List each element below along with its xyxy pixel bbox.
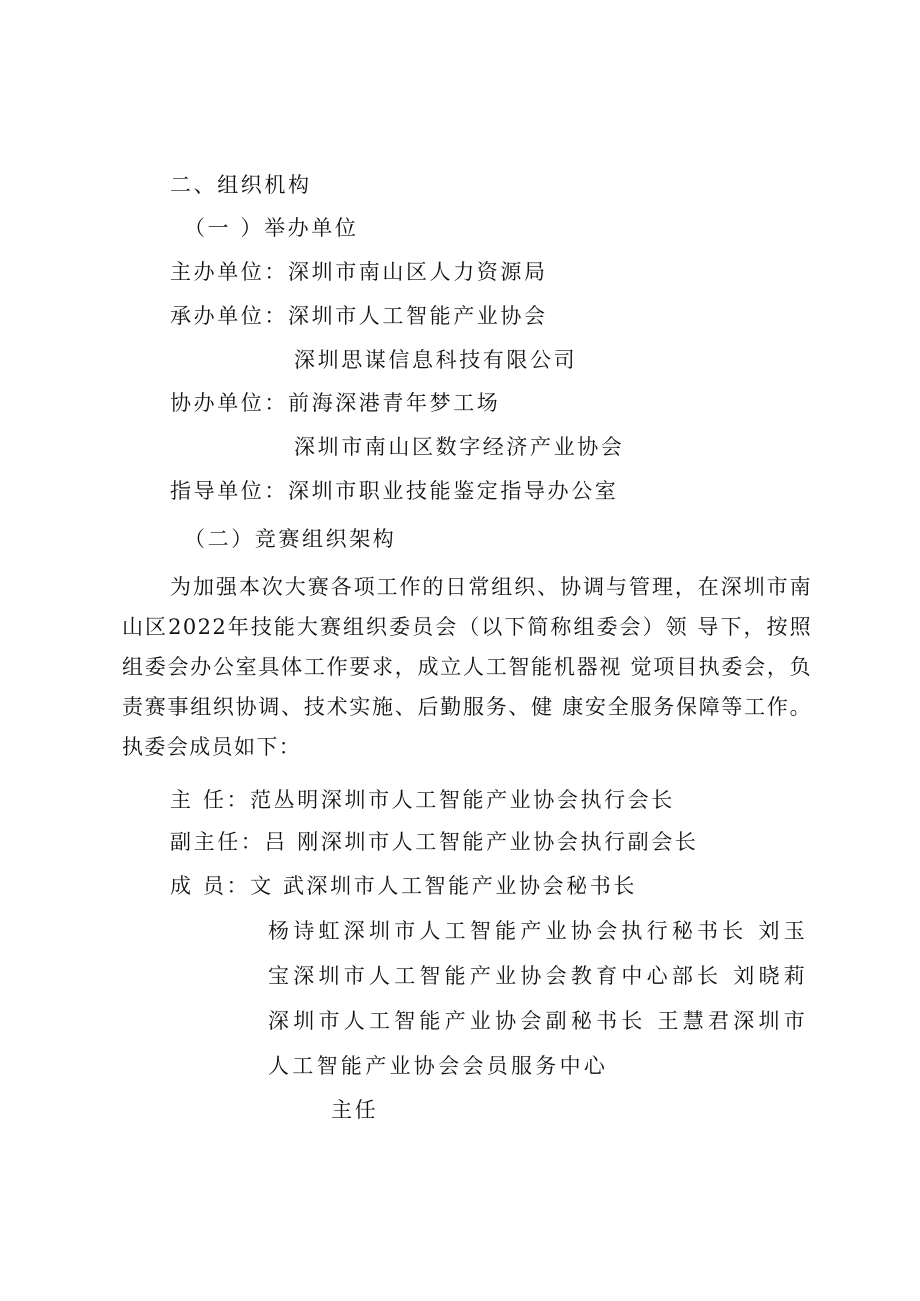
director-row [170,786,675,814]
guidance-row [170,477,618,505]
host-row [170,258,548,286]
guidance-label: 指导单位： [170,479,288,503]
director-value: 范丛明深圳市人工智能产业协会执行会长 [250,788,675,812]
host-label: 主办单位： [170,260,288,284]
undertaker-label: 承办单位： [170,304,288,328]
co-organizer-label: 协办单位： [170,391,288,415]
undertaker-row [170,302,548,330]
director-label: 主 任： [170,788,251,812]
undertaker-value-2: 深圳思谋信息科技有限公司 [294,348,578,372]
host-value: 深圳市南山区人力资源局 [288,260,548,284]
deputy-row [170,828,698,856]
members-label: 成 员： [170,874,251,898]
members-row [170,872,637,900]
members-list: 杨诗虹深圳市人工智能产业协会执行秘书长 刘玉宝深圳市人工智能产业协会教育中心部长 刘晓莉深圳市人工智能产业协会副秘书长 王慧君深圳市人工智能产业协会会员服务中心 [268,919,808,1078]
undertaker-value: 深圳市人工智能产业协会 [288,304,548,328]
deputy-label: 副主任： [170,830,265,854]
co-organizer-value-2: 深圳市南山区数字经济产业协会 [294,435,625,459]
trailing-title: 主任 [331,1098,379,1122]
guidance-value: 深圳市职业技能鉴定指导办公室 [288,479,619,503]
section-title: 二、组织机构 [170,173,312,197]
deputy-value: 吕 刚深圳市人工智能产业协会执行副会长 [264,830,699,854]
co-organizer-row [170,389,500,417]
organizers-heading: （一 ）举办单位 [184,216,359,240]
co-organizer-value: 前海深港青年梦工场 [288,391,501,415]
structure-intro-paragraph: 为加强本次大赛各项工作的日常组织、协调与管理，在深圳市南山区2022年技能大赛组织委员会（以下简称组委会）领 导下，按照组委会办公室具体工作要求，成立人工智能机器视 觉项目执委会，负责赛事组织协调、技术实施、后勤服务、健 康安全服务保障等工作。执委会成员如下： [122,575,812,759]
members-first: 文 武深圳市人工智能产业协会秘书长 [250,874,637,898]
structure-heading: （二）竞赛组织架构 [184,527,397,551]
